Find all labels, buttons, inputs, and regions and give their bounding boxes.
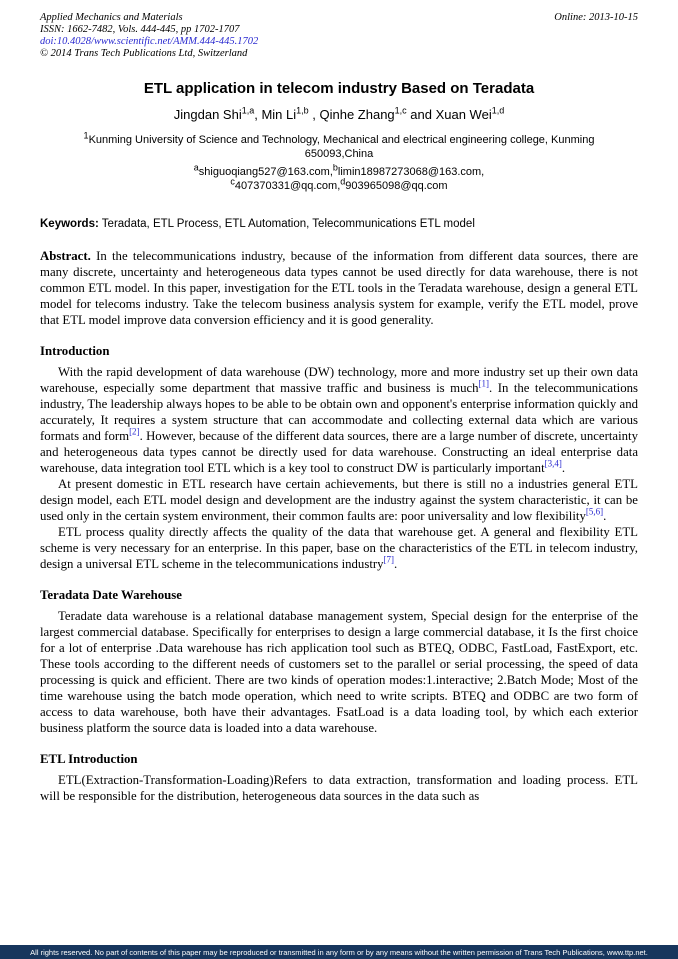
section-heading-etl: ETL Introduction	[40, 752, 138, 766]
citation-ref[interactable]: [7]	[383, 554, 395, 565]
keywords-text: Teradata, ETL Process, ETL Automation, Telecommunications ETL model	[101, 218, 475, 230]
citation-ref[interactable]: [3,4]	[544, 458, 562, 469]
doi-link[interactable]: doi:10.4028/www.scientific.net/AMM.444-445.1702	[40, 36, 259, 47]
citation-ref[interactable]: [5,6]	[585, 506, 604, 517]
superscript-label: b	[332, 162, 338, 173]
section-heading-teradata: Teradata Date Warehouse	[40, 588, 182, 602]
teradata-paragraph-1: Teradate data warehouse is a relational database management system, Special design for the enterprise of the largest commercial database. Specifically for enterprises to design a large commercial database, it Is the first choice for a lot of enterprise .Data warehouse has rich application tool such as BTEQ, ODBC, FastLoad, FastExport, etc. These tools according to the different needs of customers set to the parallel or serial processing, the speed of data processing is quick and efficient. There are two kinds of operation modes:1.interactive; 2.Batch Mode; Most of the time warehouse using the batch mode operation, which need to write scripts. BTEQ and ODBC are two form of access to data warehouse, both have their advantages. FsatLoad is a data loading tool, by which each exterior business platform the source data is loaded into a data warehouse.	[40, 609, 638, 735]
abstract	[40, 248, 638, 328]
footer-text: All rights reserved. No part of contents of this paper may be reproduced or transmitted in any form or by any means without the written permission of Trans Tech Publications, www.ttp.net.	[30, 947, 648, 957]
paper-title: ETL application in telecom industry Based on Teradata	[143, 80, 535, 97]
intro-paragraph-2: At present domestic in ETL research have certain achievements, but there is still no a industries general ETL design model, each ETL model design and development are the industry against the system characteristic, it can be used only in the certain system environment, their common faults are: poor universality and low flexibility[5,6].	[40, 477, 638, 523]
abstract-label: Abstract.	[40, 249, 91, 263]
superscript-label: 1,a	[241, 105, 255, 116]
superscript-label: 1,b	[296, 105, 309, 116]
etl-paragraph-1: ETL(Extraction-Transformation-Loading)Refers to data extraction, transformation and loading process. ETL will be responsible for the distribution, heterogeneous data sources in the data such as	[40, 773, 638, 803]
superscript-label: a	[193, 162, 199, 173]
superscript-label: d	[340, 176, 346, 187]
journal-name: Applied Mechanics and Materials	[40, 12, 183, 23]
online-date: Online: 2013-10-15	[554, 12, 638, 23]
author-line: Jingdan Shi$^{1,a}$, Min Li$^{1,b}$ , Qinhe Zhang$^{1,c}$ and Xuan Wei$^{1,d}$	[173, 105, 505, 122]
email-line-2: $^c$407370331@qq.com,$^d$903965098@qq.com	[230, 176, 448, 192]
affiliation-line: $^1$Kunming University of Science and Technology, Mechanical and electrical engineering college, Kunming 650093,China	[83, 130, 595, 160]
intro-paragraph-3: ETL process quality directly affects the quality of the data that warehouse get. A general and flexibility ETL scheme is very necessary for an enterprise. In this paper, base on the characteristics of the ETL in telecom industry, design a universal ETL scheme in the telecommunications industry[7].	[40, 525, 638, 571]
email-line-1: $^a$shiguoqiang527@163.com,$^b$limin18987273068@163.com,	[193, 162, 485, 178]
issn-line: ISSN: 1662-7482, Vols. 444-445, pp 1702-1707	[40, 24, 240, 35]
citation-ref[interactable]: [2]	[129, 426, 140, 437]
keywords-line	[40, 217, 638, 232]
superscript-label: 1,c	[394, 105, 407, 116]
email-lines	[40, 162, 638, 193]
citation-ref[interactable]: [1]	[478, 378, 490, 389]
superscript-label: 1,d	[491, 105, 505, 116]
superscript-label: 1	[83, 130, 89, 141]
section-heading-introduction: Introduction	[40, 344, 110, 358]
superscript-label: c	[230, 176, 235, 187]
abstract-text: In the telecommunications industry, because of the information from different data sources, there are many discrete, uncertainty and heterogeneous data types cannot be used directly for data warehouse, there is not common ETL model. In this paper, investigation for the ETL tools in the Teradata warehouse, design a general ETL model for telecoms industry. Take the telecom business analysis system for example, verify the ETL model, prove that ETL model improve data conversion efficiency and it is good generality.	[40, 249, 639, 327]
copyright-line: © 2014 Trans Tech Publications Ltd, Switzerland	[40, 48, 248, 59]
keywords-label: Keywords:	[40, 218, 99, 230]
intro-paragraph-1: With the rapid development of data warehouse (DW) technology, more and more industry set up their own data warehouse, especially some department that massive traffic and business is much[1]. In the telecommunications industry, The leadership always hopes to be able to be obtain own and opponent's enterprise information quickly and accurately, It requires a system structure that can accommodate and collecting external data which are various formats and form[2]. However, because of the different data sources, there are a large number of discrete, uncertainty and heterogeneous data types cannot be directly used for data warehouse. Constructing an ideal enterprise data warehouse, data integration tool ETL which is a key tool to construct DW is particularly important[3,4].	[40, 365, 638, 475]
masthead	[40, 12, 638, 60]
masthead-left	[40, 12, 258, 60]
footer-bar	[0, 945, 678, 959]
